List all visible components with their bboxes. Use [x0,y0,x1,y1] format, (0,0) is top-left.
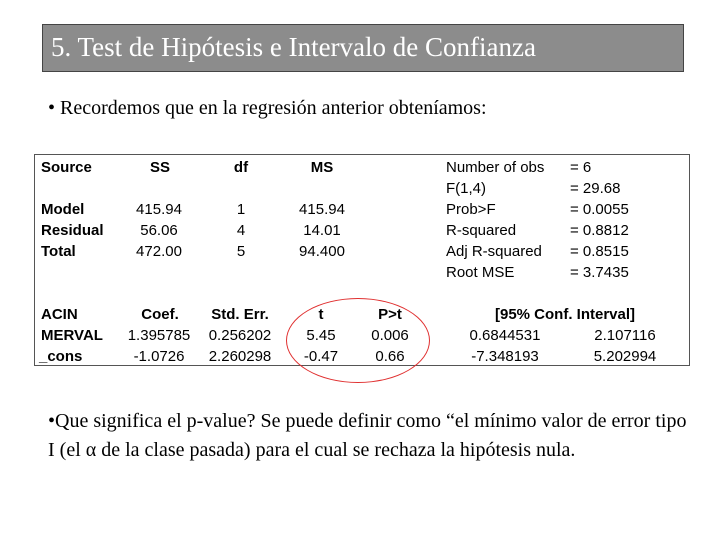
anova-cell: 5 [236,243,246,260]
coef-cell: 0.6844531 [469,327,541,344]
anova-row-label: Model [41,201,85,218]
stat-value: = 0.0055 [570,201,629,218]
stat-value: = 3.7435 [570,264,629,281]
coef-cell: 5.202994 [593,348,657,365]
stat-label: R-squared [446,222,517,239]
stat-value: = 0.8812 [570,222,629,239]
coef-cell: -1.0726 [133,348,185,365]
anova-row-label: Residual [41,222,104,239]
anova-row-label: Total [41,243,76,260]
header-df: df [233,159,249,176]
pvalue-paragraph: •Que significa el p-value? Se puede definir como “el mínimo valor de error tipo I (el α de la clase pasada) para el cual se rechaza la hipótesis nula. [48,410,687,461]
header-p: P>t [378,306,402,323]
coef-cell: 2.107116 [594,327,656,344]
stat-value: = 29.68 [570,180,621,197]
coef-cell: 0.256202 [208,327,272,344]
coef-cell: 0.66 [375,348,405,365]
anova-cell: 14.01 [303,222,341,239]
title-bar [42,24,684,72]
header-coef: Coef. [141,306,179,323]
coef-cell: 1.395785 [127,327,191,344]
stat-label: F(1,4) [446,180,487,197]
coef-cell: 0.006 [371,327,409,344]
header-ss: SS [149,159,171,176]
header-depvar: ACIN [41,306,78,323]
coef-cell: -0.47 [303,348,339,365]
stat-label: Number of obs [446,159,545,176]
header-source: Source [41,159,92,176]
anova-cell: 472.00 [136,243,182,260]
coef-cell: -7.348193 [471,348,539,365]
coef-row-label: _cons [39,348,83,365]
intro-bullet: • Recordemos que en la regresión anterior obteníamos: [48,97,487,119]
anova-cell: 56.06 [140,222,178,239]
anova-cell: 4 [236,222,246,239]
anova-cell: 415.94 [299,201,345,218]
anova-cell: 94.400 [299,243,345,260]
coef-cell: 5.45 [306,327,336,344]
coef-row-label: MERVAL [41,327,103,344]
anova-cell: 1 [236,201,246,218]
stat-label: Root MSE [446,264,515,281]
slide-title: 5. Test de Hipótesis e Intervalo de Confianza [51,32,536,62]
stat-value: = 0.8515 [570,243,629,260]
highlight-ellipse [286,298,430,383]
header-std-err: Std. Err. [211,306,269,323]
anova-cell: 415.94 [136,201,182,218]
stat-value: = 6 [570,159,592,176]
stat-label: Adj R-squared [446,243,542,260]
header-conf-interval: [95% Conf. Interval] [494,306,636,323]
stat-label: Prob>F [446,201,496,218]
coef-cell: 2.260298 [208,348,272,365]
header-ms: MS [310,159,334,176]
header-t: t [318,306,324,323]
